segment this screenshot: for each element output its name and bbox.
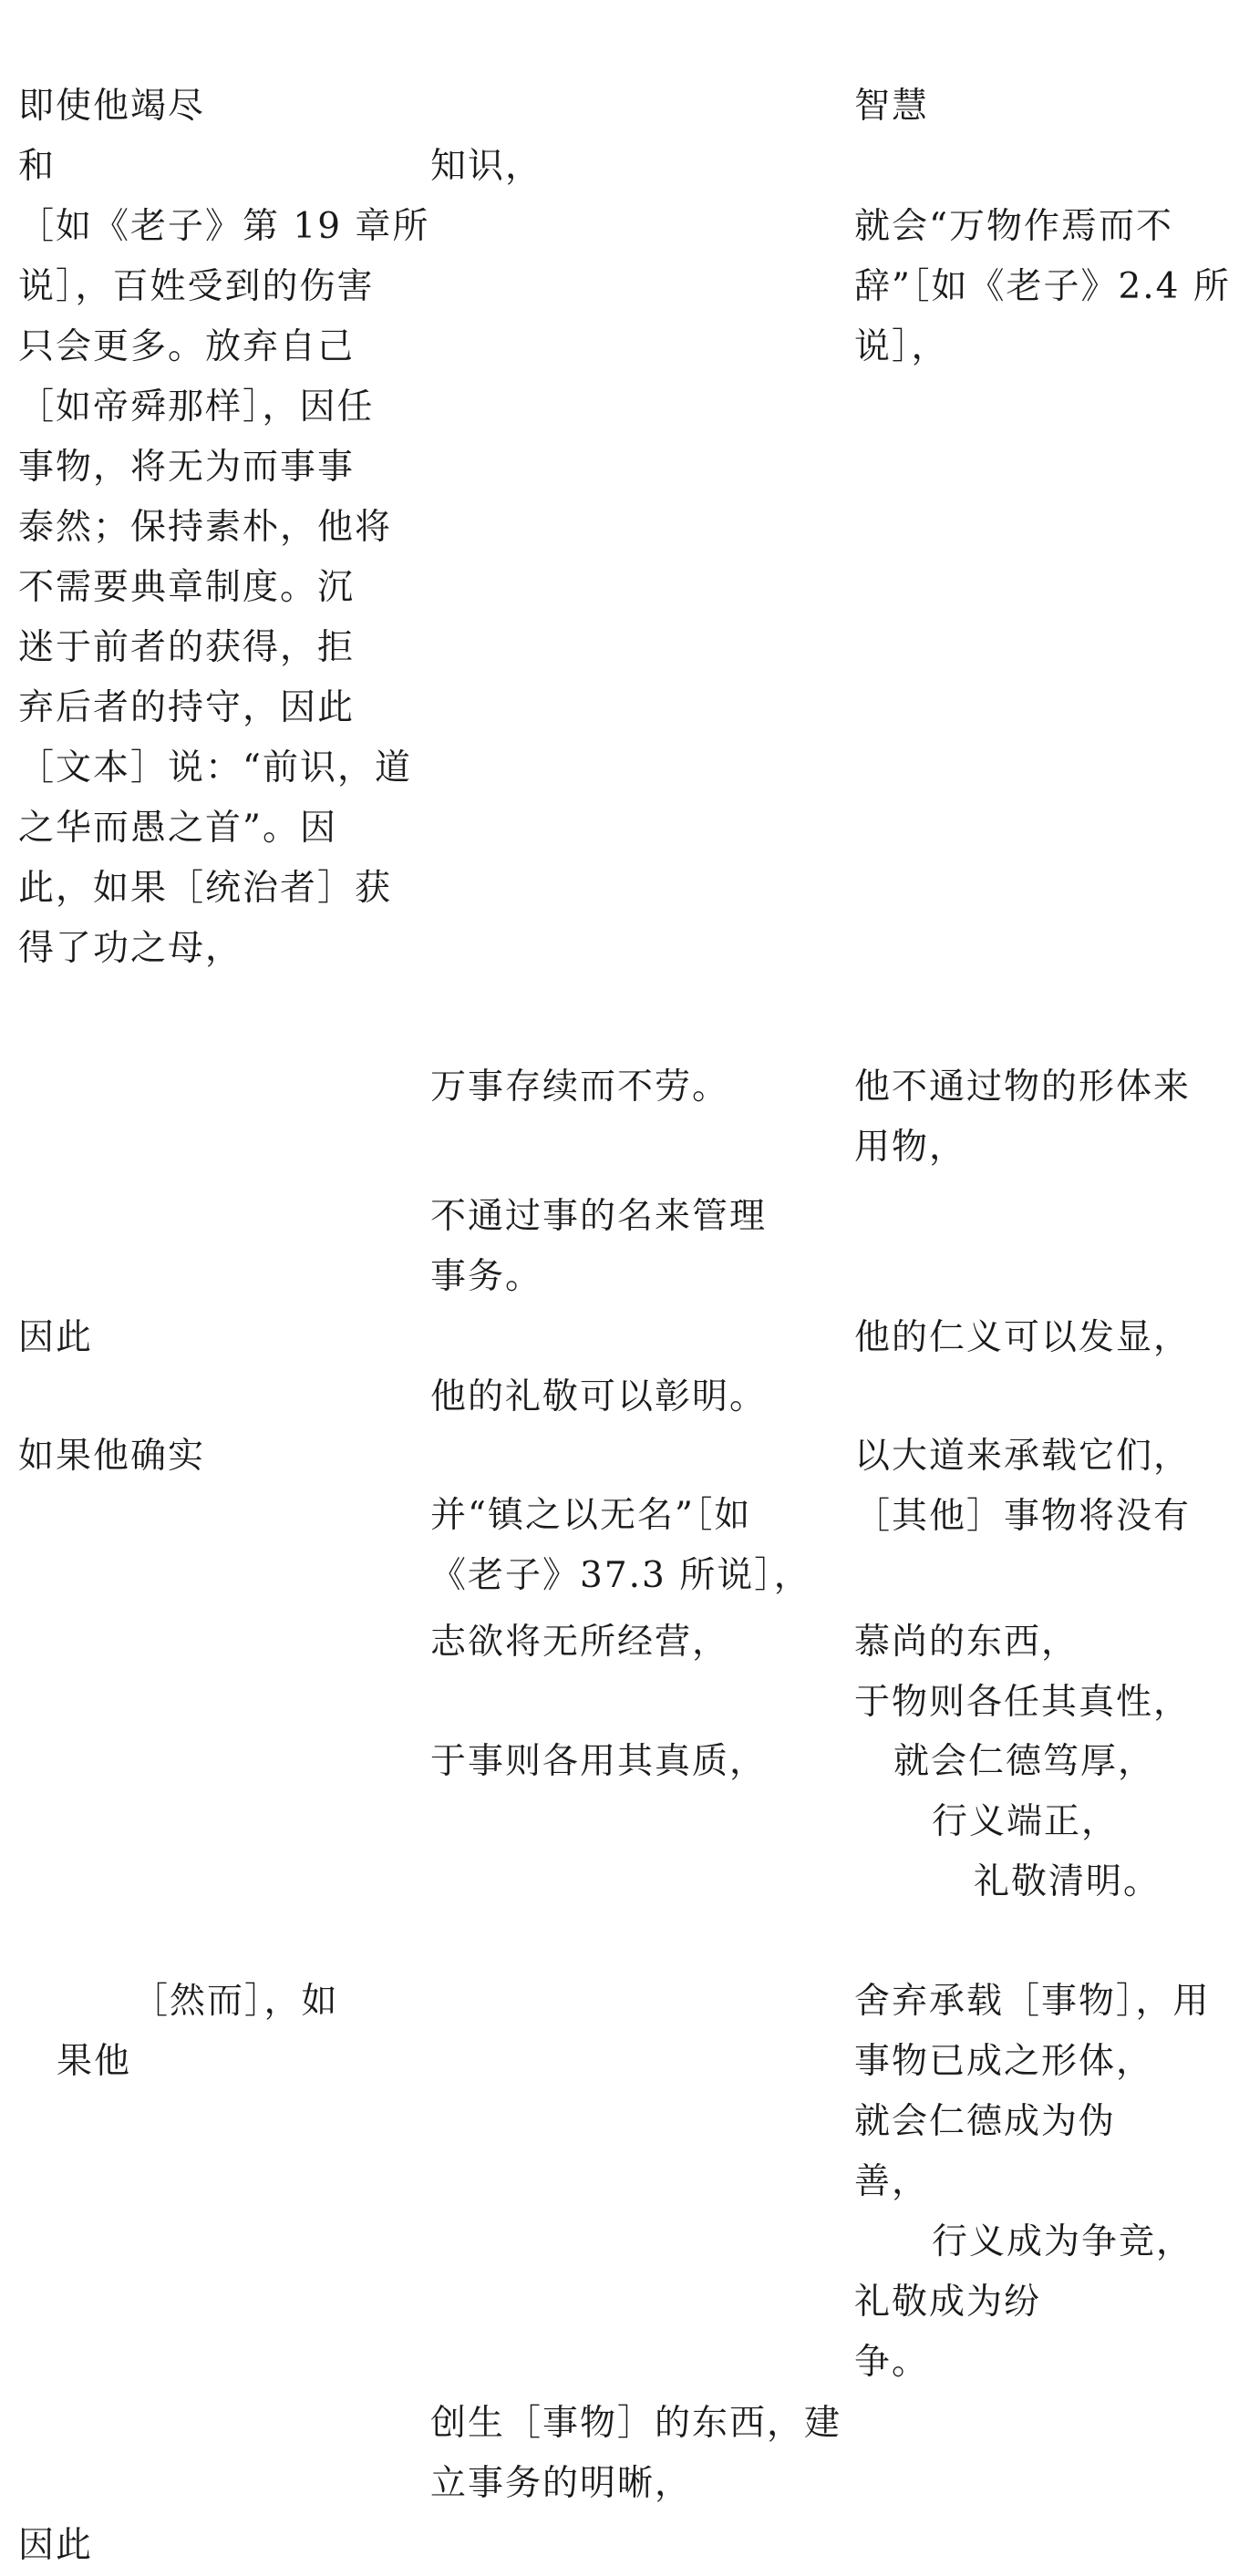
col3-block-3 [854,1057,1191,1178]
col3-block-12 [932,2212,1193,2272]
text-line: 礼敬清明。 [974,1861,1162,1902]
text-line: ［然而］，如 [132,1981,339,2022]
text-line: 因此 [18,2525,94,2566]
text-line: 辞”［如《老子》2.4 所 [854,266,1231,307]
col3-block-9 [974,1852,1161,1912]
text-line: ［如帝舜那样］，因任 [18,386,375,428]
text-line: 智慧 [854,86,930,127]
col3-block-11 [854,2092,1116,2212]
col2-block-5 [430,1486,811,1606]
col2-block-3 [430,1187,767,1307]
col2-block-7 [430,1732,767,1792]
col1-block-5 [18,1427,205,1487]
text-line: 创生［事物］的东西，建 [430,2403,842,2444]
text-line: 于物则各任其真性， [854,1682,1192,1723]
text-line: 就会“万物作焉而不 [854,206,1173,247]
text-line: 即使他竭尽 [18,86,206,127]
col3-block-10 [854,1972,1211,2092]
text-line: 事务。 [430,1256,543,1297]
text-line: 慕尚的东西， [854,1622,1079,1663]
text-line: 此，如果［统治者］获 [18,868,393,909]
text-line: 以大道来承载它们， [854,1436,1192,1477]
col3-block-2 [854,197,1231,377]
text-line: 他的礼敬可以彰明。 [430,1376,768,1417]
col3-block-4 [854,1308,1191,1368]
text-line: 之华而愚之首”。因 [18,808,337,849]
col3-block-5 [854,1427,1191,1547]
col2-block-6 [430,1613,729,1673]
text-line: ［如《老子》第 19 章所 [18,206,430,247]
col3-block-6 [854,1613,1191,1733]
col2-block-2 [430,1057,729,1118]
text-line: 不通过事的名来管理 [430,1196,768,1237]
text-line: 和 [18,146,57,187]
text-line: 得了功之母， [18,928,243,969]
text-line: 善， [854,2161,930,2202]
text-line: ［其他］事物将没有 [854,1496,1192,1537]
col1-block-6 [132,1972,339,2032]
text-line: 万事存续而不劳。 [430,1066,730,1108]
text-line: 事物已成之形体， [854,2041,1154,2082]
text-line: 用物， [854,1127,967,1168]
col2-block-4 [430,1367,767,1427]
text-line: 争。 [854,2342,930,2383]
col3-block-8 [932,1792,1119,1852]
col2-block-8 [430,2394,841,2514]
col2-block-1 [430,137,542,197]
text-line: 舍弃承载［事物］，用 [854,1981,1211,2022]
text-line: 说］， [854,326,949,367]
text-line: 礼敬成为纷 [854,2282,1042,2323]
text-line: 因此 [18,1317,94,1358]
text-line: 知识， [430,146,543,187]
text-line: 事物，将无为而事事 [18,447,356,488]
col1-block-3 [18,197,429,979]
text-line: 志欲将无所经营， [430,1622,730,1663]
text-line: 就会仁德成为伪 [854,2101,1117,2142]
text-line: 于事则各用其真质， [430,1741,768,1782]
col3-block-7 [893,1732,1155,1792]
text-line: 并“镇之以无名”［如 [430,1495,752,1536]
text-line: 就会仁德笃厚， [893,1741,1156,1782]
col3-block-13 [854,2272,1041,2393]
text-line: 他不通过物的形体来 [854,1066,1192,1108]
text-line: 如果他确实 [18,1436,206,1477]
text-line: 立事务的明晰， [430,2463,693,2504]
text-line: 弃后者的持守，因此 [18,687,356,728]
text-line: 迷于前者的获得，拒 [18,627,356,668]
text-line: 行义端正， [932,1801,1120,1842]
text-line: 不需要典章制度。沉 [18,567,356,608]
text-line: 《老子》37.3 所说］， [430,1555,811,1596]
col1-block-1 [18,77,205,137]
text-line: 只会更多。放弃自己 [18,326,356,367]
text-line: 他的仁义可以发显， [854,1317,1192,1358]
col1-block-2 [18,137,56,197]
text-line: 说］，百姓受到的伤害 [18,266,375,307]
text-line: 泰然；保持素朴，他将 [18,507,393,548]
text-line: ［文本］说：“前识，道 [18,747,412,788]
text-line: 果他 [57,2041,132,2082]
col3-block-1 [854,77,929,137]
text-line: 行义成为争竞， [932,2221,1194,2262]
col1-block-4 [18,1308,93,1368]
col1-block-8 [18,2516,93,2576]
col1-block-7 [57,2032,131,2092]
